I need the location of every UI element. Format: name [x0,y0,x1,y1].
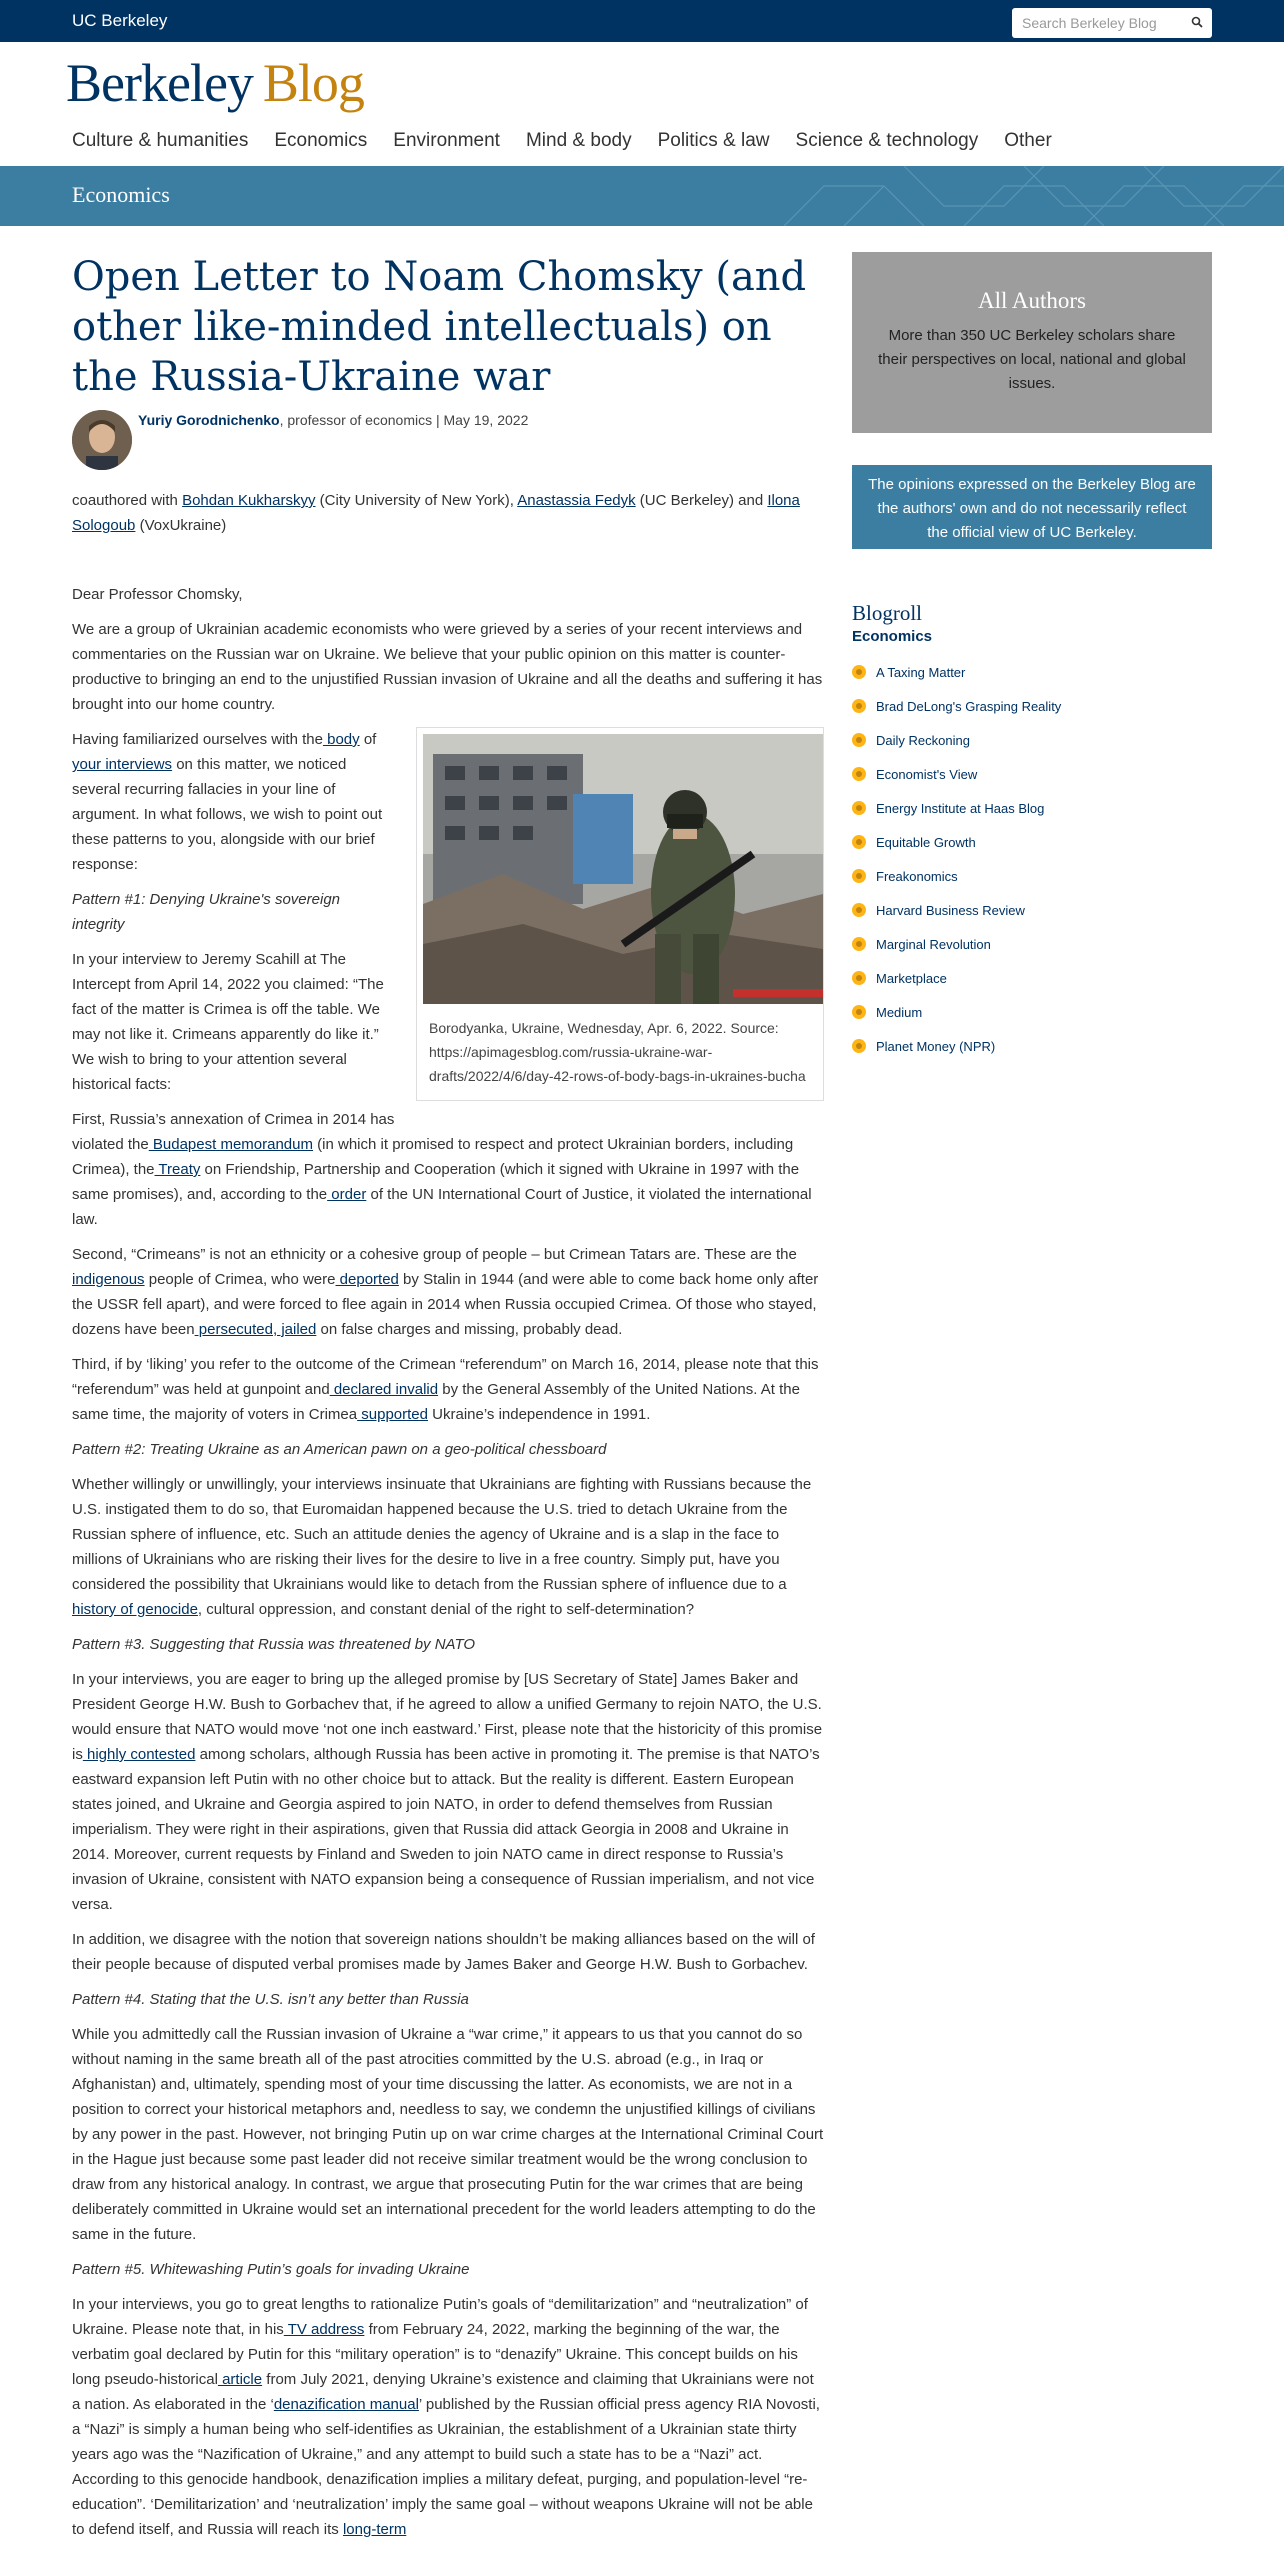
coauth-text: (UC Berkeley) and [635,492,768,509]
text: of [359,731,377,748]
all-authors-title[interactable]: All Authors [978,288,1086,313]
text: Whether willingly or unwillingly, your interviews insinuate that Ukrainians are fighting with Russians because the U.S. instigated them to do so, that Euromaidan happened because the U.S. tried to detach Ukraine from the Russian sphere of influence, etc. Such an attitude denies the agency of Ukraine and is a slap in the face to millions of Ukrainians who are risking their lives for the desire to live in a free country. Simply put, have you considered the possibility that Ukrainians would like to detach from the Russian sphere of influence due to a [72,1476,812,1593]
text: Second, “Crimeans” is not an ethnicity or a cohesive group of people – but Crimean Tatars are. These are the [72,1246,797,1263]
coauthor-link-3[interactable]: Ilona Sologoub [72,492,800,534]
all-authors-desc: More than 350 UC Berkeley scholars share their perspectives on local, national and global issues. [878,327,1186,392]
paragraph-war-crime: While you admittedly call the Russian invasion of Ukraine a “war crime,” it appears to us that you cannot do so without naming in the same breath all of the past atrocities committed by the U.S. abroad (e.g., in Iraq or Afghanistan) and, ultimately, spending most of your time discussing the latter. As economists, we are not in a position to correct your historical metaphors and, needless to say, we condemn the unjustified killings of civilians by any power in the past. However, not bringing Putin up on war crime charges at the International Criminal Court in the Hague just because some past leader did not receive similar treatment would be the wrong conclusion to draw from any historical analogy. In contrast, we argue that prosecuting Putin for the war crimes that are being deliberately committed in Ukraine would set an international precedent for the world leaders attempting to do the same in the future. [72,2026,824,2243]
text: from July 2021, denying Ukraine’s existence and claiming that Ukrainians were not a nation. As elaborated in the ‘ [72,2371,814,2413]
blogroll-list [852,655,1212,1063]
blogroll-link[interactable]: Planet Money (NPR) [876,1038,996,1054]
paragraph-pawn [72,1472,824,1622]
blogroll-item[interactable] [852,859,1212,893]
blogroll-link[interactable]: Medium [876,1004,923,1020]
persecuted-jailed-link[interactable]: persecuted, jailed [194,1321,317,1338]
disclaimer-box: The opinions expressed on the Berkeley Blog are the authors' own and do not necessarily reflect the official view of UC Berkeley. [852,465,1212,549]
pattern-1-heading: Pattern #1: Denying Ukraine's sovereign integrity [72,891,341,933]
byline-meta: , professor of economics | May 19, 2022 [279,412,529,428]
top-bar [0,0,1284,42]
blogroll-item[interactable] [852,689,1212,723]
nav-other[interactable]: Other [1004,130,1052,151]
paragraph-third [72,1352,824,1427]
coauthor-link-2[interactable]: Anastassia Fedyk [517,492,636,509]
text: In your interviews, you go to great lengths to rationalize Putin’s goals of “demilitarization” and “neutralization” of Ukraine. Please note that, in his [72,2296,808,2338]
blogroll-link[interactable]: Equitable Growth [876,834,976,850]
soldier-photo[interactable] [423,734,823,1004]
treaty-link[interactable]: Treaty [154,1161,201,1178]
blogroll-subtitle: Economics [852,628,933,645]
bullet-icon [852,665,866,679]
article-figure [416,727,824,1101]
text: on this matter, we noticed several recurring fallacies in your line of argument. In what follows, we wish to point out these patterns to you, alongside with our brief response: [72,756,383,873]
text: from February 24, 2022, marking the beginning of the war, the verbatim goal declared by Putin for this “military operation” is to “denazify” Ukraine. This concept builds on his long pseudo-historical [72,2321,798,2388]
deported-link[interactable]: deported [335,1271,399,1288]
blogroll-link[interactable]: Marginal Revolution [876,936,991,952]
byline [72,410,824,474]
text: on false charges and missing, probably dead. [316,1321,623,1338]
article [72,252,824,2552]
blogroll [852,601,1212,1063]
nav-science-tech[interactable]: Science & technology [795,130,979,151]
denazification-manual-link[interactable]: denazification manual [273,2396,419,2413]
bullet-icon [852,835,866,849]
coauth-text: (VoxUkraine) [135,517,227,534]
bullet-icon [852,1039,866,1053]
indigenous-link[interactable]: indigenous [72,1271,145,1288]
article-link[interactable]: article [217,2371,263,2388]
blogroll-item[interactable] [852,791,1212,825]
blogroll-item[interactable] [852,961,1212,995]
blogroll-title: Blogroll [852,601,923,625]
text: (in which it promised to respect and protect Ukrainian borders, including Crimea), the [72,1136,794,1178]
blogroll-link[interactable]: Brad DeLong's Grasping Reality [876,698,1062,714]
text: In your interviews, you are eager to bring up the alleged promise by [US Secretary of State] James Baker and President George H.W. Bush to Gorbachev that, if he agreed to allow a unified Germany to rejoin NATO, the U.S. would ensure that NATO would move ‘not one inch eastward.’ First, please note that the historicity of this promise is [72,1671,823,1763]
paragraph-intro: We are a group of Ukrainian academic economists who were grieved by a series of your recent interviews and commentaries on the Russian war on Ukraine. We believe that your public opinion on this matter is counter-productive to bringing an end to the unjustified Russian invasion of Ukraine and all the deaths and suffering it has brought into our home country. [72,621,823,713]
bullet-icon [852,869,866,883]
search-input[interactable]: Search Berkeley Blog [1022,15,1157,31]
bullet-icon [852,971,866,985]
paragraph-first [72,1107,824,1232]
search-icon[interactable] [1191,16,1203,28]
blogroll-link[interactable]: Economist's View [876,766,978,782]
text: people of Crimea, who were [144,1271,336,1288]
text: ’ published by the Russian official press agency RIA Novosti, a “Nazi” is simply a human being who self-identifies as Ukrainian, the establishment of a Ukrainian state thirty years ago was the “Nazification of Ukraine,” and any attempt to build such a state has to be a “Nazi” act. According to this genocide handbook, denazification implies a military defeat, purging, and population-level “re-education”. ‘Demilitarization’ and ‘neutralization’ imply the same goal – without weapons Ukraine will not be able to defend itself, and Russia will reach its [72,2396,820,2538]
pattern-2-heading: Pattern #2: Treating Ukraine as an American pawn on a geo-political chessboard [72,1441,607,1458]
blogroll-item[interactable] [852,757,1212,791]
paragraph-second [72,1242,824,1342]
berkeley-blog-logo[interactable] [66,52,364,116]
nav-politics-law[interactable]: Politics & law [657,130,770,151]
figure-caption: Borodyanka, Ukraine, Wednesday, Apr. 6, 2022. Source: https://apimagesblog.com/russia-ukraine-war-drafts/2022/4/6/day-42-rows-of-body-bags-in-ukraines-bucha [429,1020,806,1084]
all-authors-box[interactable] [852,252,1212,433]
text: by Stalin in 1944 (and were able to come back home only after the USSR fell apart), and were forced to flee again in 2014 when Russia occupied Crimea. Of those who stayed, dozens have been [72,1271,819,1338]
long-term-link[interactable]: long-term [342,2521,407,2538]
body-link[interactable]: body [322,731,360,748]
byline-text [138,412,528,428]
article-title: Open Letter to Noam Chomsky (and other like-minded intellectuals) on the Russia-Ukraine war [72,254,807,400]
bullet-icon [852,767,866,781]
tv-address-link[interactable]: TV address [283,2321,365,2338]
bullet-icon [852,699,866,713]
uc-berkeley-link[interactable]: UC Berkeley [72,11,168,30]
section-title[interactable]: Economics [72,182,170,207]
paragraph-intercept: In your interview to Jeremy Scahill at The Intercept from April 14, 2022 you claimed: “The fact of the matter is Crimea is off the table. We may not like it. Crimeans apparently do like it.” We wish to bring to your attention several historical facts: [72,951,384,1093]
pattern-4-heading: Pattern #4. Stating that the U.S. isn’t any better than Russia [72,1991,469,2008]
budapest-memorandum-link[interactable]: Budapest memorandum [148,1136,313,1153]
greeting: Dear Professor Chomsky, [72,586,243,603]
blogroll-link[interactable]: Energy Institute at Haas Blog [876,800,1045,816]
text: , cultural oppression, and constant denial of the right to self-determination? [197,1601,695,1618]
blogroll-link[interactable]: Harvard Business Review [876,902,1025,918]
coauth-text: (City University of New York), [315,492,518,509]
paragraph-nato [72,1667,824,1917]
blogroll-item[interactable] [852,927,1212,961]
paragraph-denazify [72,2292,824,2542]
nav-mind-body[interactable]: Mind & body [525,130,632,151]
nav-culture[interactable]: Culture & humanities [72,130,249,151]
paragraph-addition: In addition, we disagree with the notion that sovereign nations shouldn’t be making alliances based on the will of their people because of disputed verbal promises made by James Baker and George H.W. Bush to Gorbachev. [72,1931,815,1973]
logo-blog: Blog [262,53,364,113]
text: Third, if by ‘liking’ you refer to the outcome of the Crimean “referendum” on March 16, 2014, please note that this “referendum” was held at gunpoint and [72,1356,819,1398]
highly-contested-link[interactable]: highly contested [82,1746,196,1763]
text: among scholars, although Russia has been active in promoting it. The premise is that NATO’s eastward expansion left Putin with no other choice but to attack. But the reality is different. Eastern European states joined, and Ukraine and Georgia aspired to join NATO, in order to defend themselves from Russian imperialism. They were right in their aspirations, given that Russia did attack Georgia in 2008 and Ukraine in 2014. Moreover, current requests by Finland and Sweden to join NATO came in direct response to Russia’s invasion of Ukraine, consistent with NATO expansion being a consequence of Russian imperialism, and not vice versa. [72,1746,820,1913]
blogroll-item[interactable] [852,655,1212,689]
coauthors [72,488,824,538]
blogroll-link[interactable]: Marketplace [876,970,947,986]
blogroll-item[interactable] [852,995,1212,1029]
text: Ukraine’s independence in 1991. [427,1406,651,1423]
logo-berkeley: Berkeley [66,53,253,113]
sidebar [852,252,1212,1063]
supported-link[interactable]: supported [357,1406,428,1423]
search-box[interactable] [1012,8,1212,38]
blogroll-item[interactable] [852,723,1212,757]
declared-invalid-link[interactable]: declared invalid [329,1381,439,1398]
pattern-3-heading: Pattern #3. Suggesting that Russia was threatened by NATO [72,1636,476,1653]
pattern-5-heading: Pattern #5. Whitewashing Putin’s goals for invading Ukraine [72,2261,470,2278]
bullet-icon [852,733,866,747]
blogroll-item[interactable] [852,1029,1212,1063]
blogroll-link[interactable]: Freakonomics [876,868,958,884]
bullet-icon [852,1005,866,1019]
main-nav [72,130,1052,160]
banner-pattern [764,166,1284,226]
text: on Friendship, Partnership and Cooperation (which it signed with Ukraine in 1997 with the same promises), and, according to the [72,1161,800,1203]
text: of the UN International Court of Justice, it violated the international law. [72,1186,812,1228]
text: by the General Assembly of the United Nations. At the same time, the majority of voters in Crimea [72,1381,800,1423]
bullet-icon [852,937,866,951]
author-name[interactable]: Yuriy Gorodnichenko [138,412,280,428]
history-of-genocide-link[interactable]: history of genocide [72,1601,198,1618]
nav-economics[interactable]: Economics [274,130,368,151]
blogroll-link[interactable]: Daily Reckoning [876,732,970,748]
blogroll-item[interactable] [852,893,1212,927]
your-interviews-link[interactable]: your interviews [72,756,173,773]
blogroll-item[interactable] [852,825,1212,859]
nav-environment[interactable]: Environment [393,130,500,151]
coauth-text: coauthored with [72,492,183,509]
author-avatar[interactable] [72,410,132,470]
section-banner [0,166,1284,226]
blogroll-link[interactable]: A Taxing Matter [876,664,966,680]
text: First, Russia’s annexation of Crimea in 2014 has violated the [72,1111,395,1153]
order-link[interactable]: order [327,1186,367,1203]
text: Having familiarized ourselves with the [72,731,323,748]
coauthor-link-1[interactable]: Bohdan Kukharskyy [182,492,316,509]
bullet-icon [852,801,866,815]
bullet-icon [852,903,866,917]
